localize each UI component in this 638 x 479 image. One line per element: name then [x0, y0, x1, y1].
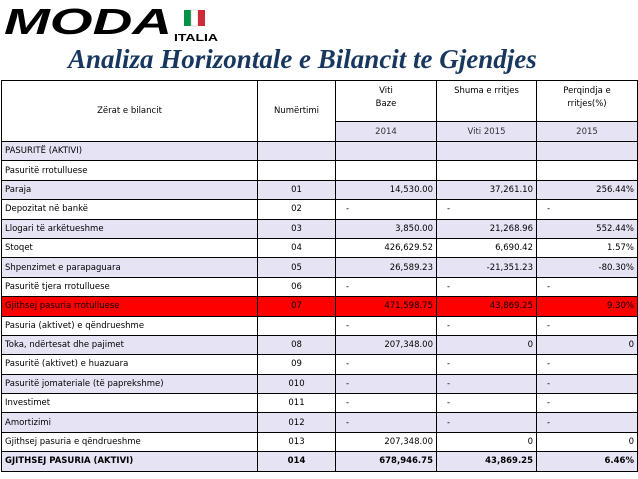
row-label: Pasuria (aktivet) e qëndrueshme: [2, 316, 258, 335]
row-percent-value: [537, 142, 638, 161]
row-percent-value: -: [537, 374, 638, 393]
row-change-value: 43,869.25: [437, 297, 537, 316]
row-number: [258, 316, 336, 335]
row-percent-value: 6.46%: [537, 452, 638, 471]
row-base-value: -: [336, 413, 437, 432]
row-change-value: 6,690.42: [437, 238, 537, 257]
subheader-2015-a: Viti 2015: [437, 122, 537, 142]
table-row: [2, 238, 638, 257]
row-label: Shpenzimet e parapaguara: [2, 258, 258, 277]
row-base-value: 3,850.00: [336, 219, 437, 238]
row-percent-value: -80.30%: [537, 258, 638, 277]
row-percent-value: 0: [537, 335, 638, 354]
row-base-value: -: [336, 316, 437, 335]
row-number: 09: [258, 355, 336, 374]
row-percent-value: -: [537, 316, 638, 335]
row-number: [258, 161, 336, 180]
row-change-value: -: [437, 394, 537, 413]
row-label: Gjithsej pasuria e qëndrueshme: [2, 432, 258, 451]
row-percent-value: -: [537, 394, 638, 413]
logo-sub-text: ITALIA: [174, 33, 218, 44]
row-number: 014: [258, 452, 336, 471]
row-change-value: -: [437, 413, 537, 432]
row-base-value: 26,589.23: [336, 258, 437, 277]
row-change-value: [437, 142, 537, 161]
row-base-value: 471,598.75: [336, 297, 437, 316]
row-base-value: [336, 161, 437, 180]
row-number: 01: [258, 180, 336, 199]
table-row: [2, 335, 638, 354]
balance-sheet-table: [1, 80, 638, 472]
table-row: [2, 297, 638, 316]
row-change-value: [437, 161, 537, 180]
row-change-value: -: [437, 355, 537, 374]
table-row: [2, 374, 638, 393]
row-base-value: -: [336, 355, 437, 374]
row-change-value: -: [437, 316, 537, 335]
row-percent-value: 256.44%: [537, 180, 638, 199]
row-percent-value: -: [537, 355, 638, 374]
table-row: [2, 277, 638, 296]
row-number: 02: [258, 200, 336, 219]
row-label: PASURITË (AKTIVI): [2, 142, 258, 161]
row-percent-value: -: [537, 277, 638, 296]
table-row: [2, 180, 638, 199]
row-number: 010: [258, 374, 336, 393]
row-label: Pasuritë rrotulluese: [2, 161, 258, 180]
header-base-line1: Viti: [379, 86, 393, 96]
subheader-2014: 2014: [336, 122, 437, 142]
row-base-value: -: [336, 394, 437, 413]
row-base-value: -: [336, 200, 437, 219]
row-label: GJITHSEJ PASURIA (AKTIVI): [2, 452, 258, 471]
row-number: 06: [258, 277, 336, 296]
header-pct-line1: Perqindja e: [563, 86, 611, 96]
header-number: Numërtimi: [258, 81, 336, 142]
row-percent-value: 552.44%: [537, 219, 638, 238]
row-label: Gjithsej pasuria rrotulluese: [2, 297, 258, 316]
row-change-value: -: [437, 200, 537, 219]
row-percent-value: -: [537, 413, 638, 432]
row-number: 012: [258, 413, 336, 432]
page-title: Analiza Horizontale e Bilancit te Gjendjes: [68, 44, 537, 74]
row-change-value: 0: [437, 432, 537, 451]
row-label: Toka, ndërtesat dhe pajimet: [2, 335, 258, 354]
row-label: Stoqet: [2, 238, 258, 257]
row-percent-value: [537, 161, 638, 180]
row-label: Pasuritë (aktivet) e huazuara: [2, 355, 258, 374]
row-number: 03: [258, 219, 336, 238]
table-row: [2, 432, 638, 451]
row-percent-value: 0: [537, 432, 638, 451]
row-percent-value: 9.30%: [537, 297, 638, 316]
subheader-2015-b: 2015: [537, 122, 638, 142]
row-base-value: 207,348.00: [336, 432, 437, 451]
header-items: Zërat e bilancit: [2, 81, 258, 142]
header-base-year: [336, 81, 437, 122]
moda-italia-logo: [2, 2, 224, 44]
header-change-amount: Shuma e rritjes: [437, 81, 537, 122]
logo-brand-text: MODA: [4, 2, 172, 42]
table-row: [2, 452, 638, 471]
row-label: Llogari të arkëtueshme: [2, 219, 258, 238]
header-base-line2: Baze: [375, 99, 397, 109]
row-base-value: 14,530.00: [336, 180, 437, 199]
row-label: Pasuritë jomateriale (të paprekshme): [2, 374, 258, 393]
row-label: Pasuritë tjera rrotulluese: [2, 277, 258, 296]
table-row: [2, 200, 638, 219]
table-row: [2, 413, 638, 432]
row-base-value: -: [336, 374, 437, 393]
logo-graphic: [2, 2, 224, 44]
row-base-value: [336, 142, 437, 161]
row-number: 04: [258, 238, 336, 257]
row-label: Amortizimi: [2, 413, 258, 432]
row-number: 05: [258, 258, 336, 277]
row-label: Depozitat në bankë: [2, 200, 258, 219]
row-number: [258, 142, 336, 161]
row-change-value: 43,869.25: [437, 452, 537, 471]
row-base-value: 678,946.75: [336, 452, 437, 471]
row-number: 07: [258, 297, 336, 316]
table-row: [2, 316, 638, 335]
row-change-value: 21,268.96: [437, 219, 537, 238]
row-number: 011: [258, 394, 336, 413]
row-label: Investimet: [2, 394, 258, 413]
row-number: 08: [258, 335, 336, 354]
row-change-value: -21,351.23: [437, 258, 537, 277]
header-row: [2, 81, 638, 122]
row-number: 013: [258, 432, 336, 451]
header-pct-line2: rritjes(%): [567, 99, 607, 109]
row-percent-value: -: [537, 200, 638, 219]
table-row: [2, 394, 638, 413]
table-row: [2, 161, 638, 180]
row-change-value: -: [437, 277, 537, 296]
row-base-value: -: [336, 277, 437, 296]
row-percent-value: 1.57%: [537, 238, 638, 257]
row-base-value: 426,629.52: [336, 238, 437, 257]
table-body: [2, 142, 638, 472]
table-row: [2, 219, 638, 238]
row-base-value: 207,348.00: [336, 335, 437, 354]
table-row: [2, 355, 638, 374]
italian-flag-icon: [184, 10, 205, 26]
row-label: Paraja: [2, 180, 258, 199]
row-change-value: 0: [437, 335, 537, 354]
row-change-value: -: [437, 374, 537, 393]
table-row: [2, 142, 638, 161]
row-change-value: 37,261.10: [437, 180, 537, 199]
table-row: [2, 258, 638, 277]
header-change-percent: [537, 81, 638, 122]
